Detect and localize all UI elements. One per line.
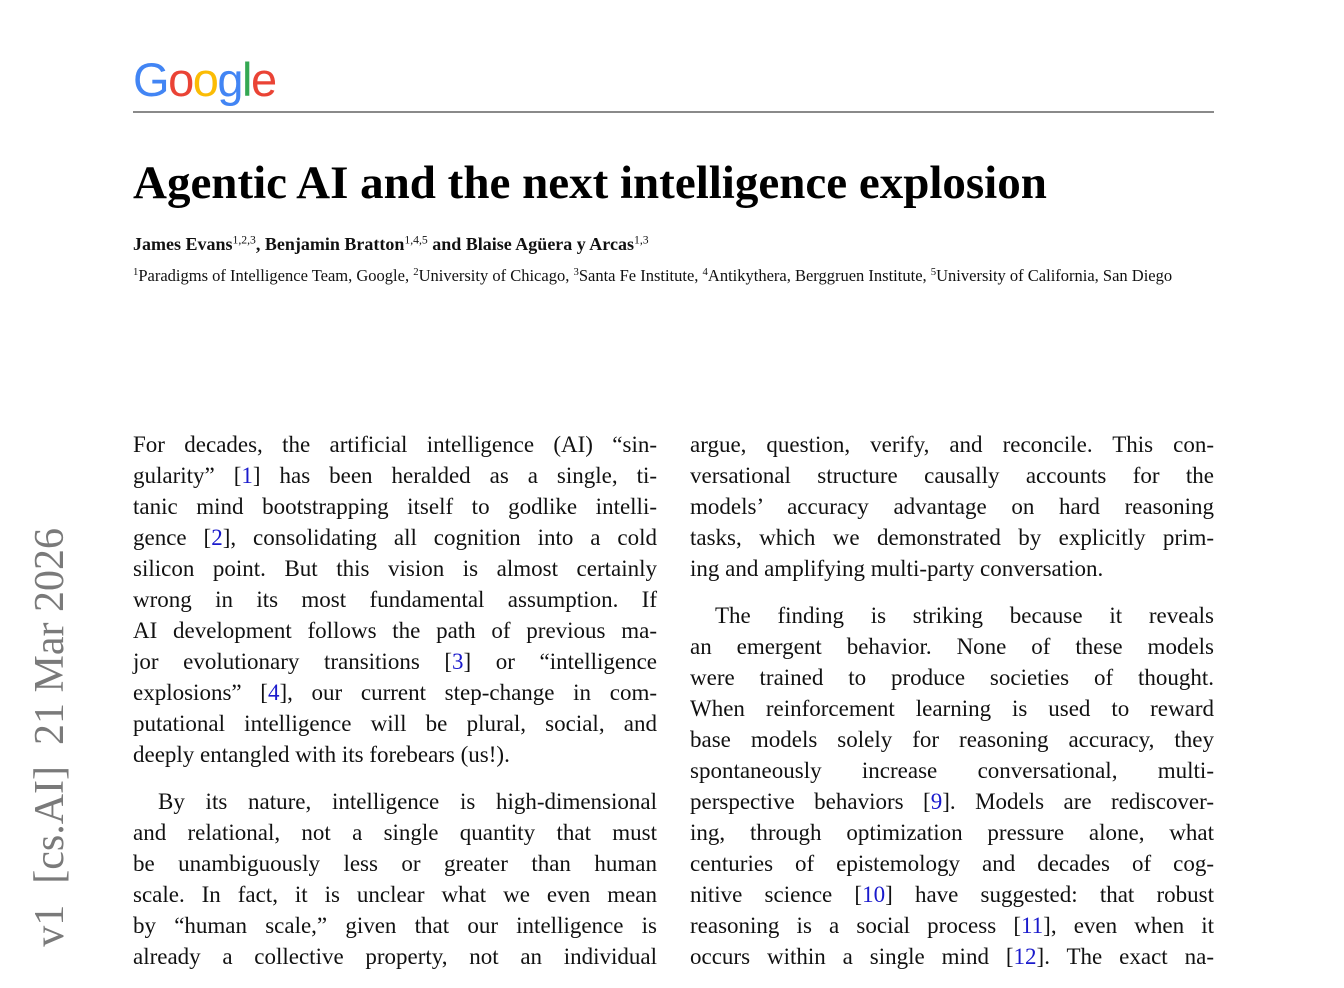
citation-link[interactable]: 12 [1013,944,1037,969]
citation-link[interactable]: 4 [267,680,280,705]
right-column [690,429,1214,988]
logo-letter: o [168,53,193,106]
text-line: nitive science [10] have suggested: that robust [690,882,1214,907]
text-line: tasks, which we demonstrated by explicitly prim- [690,525,1214,550]
logo-letter: l [241,53,251,106]
text-line: The finding is striking because it reveals [715,603,1214,628]
text-line: deeply entangled with its forebears (us!). [133,742,510,767]
text-line: wrong in its most fundamental assumption. If [133,587,657,612]
affiliation-name: University of California, San Diego [936,266,1173,285]
author-affiliation-marks: 1,2,3 [232,233,256,247]
text-line: already a collective property, not an individual [133,944,657,969]
text-line: be unambiguously less or greater than human [133,851,657,876]
google-logo [133,52,276,108]
paragraph [690,600,1214,972]
text-line: were trained to produce societies of thought. [690,665,1214,690]
affiliation-number: 2 [413,266,419,279]
arxiv-sidebar-stamp: v1 [cs.AI] 21 Mar 2026 [27,528,73,947]
citation-link[interactable]: 3 [452,649,464,674]
paragraph [133,786,657,972]
citation-link[interactable]: 10 [862,882,886,907]
logo-letter: G [133,53,169,106]
text-line: explosions” [4], our current step-change in com- [133,680,657,705]
header-rule [133,111,1214,113]
logo-letter: o [192,53,218,106]
text-line: base models solely for reasoning accuracy, they [690,727,1214,752]
text-line: models’ accuracy advantage on hard reasoning [690,494,1214,519]
affiliation-name: Paradigms of Intelligence Team, Google, [138,266,414,285]
author-affiliation-marks: 1,3 [633,233,649,247]
text-line: ing, through optimization pressure alone, what [690,820,1214,845]
text-line: reasoning is a social process [11], even when it [690,913,1215,938]
text-line: putational intelligence will be plural, social, and [133,711,657,736]
affiliations [133,264,1193,287]
affiliation-name: University of Chicago, [418,266,574,285]
author-name: Blaise Agüera y Arcas [465,234,634,254]
citation-link[interactable]: 11 [1020,913,1044,938]
text-line: and relational, not a single quantity that must [133,820,657,845]
text-line: AI development follows the path of previous ma- [133,618,657,643]
affiliation-name: Santa Fe Institute, [578,266,703,285]
text-line: ing and amplifying multi-party conversation. [690,556,1104,581]
author-separator: , [255,234,265,254]
logo-letter: g [217,53,242,106]
affiliation-number: 5 [930,266,937,279]
text-line: occurs within a single mind [12]. The exact na- [690,944,1214,969]
text-line: by “human scale,” given that our intelligence is [133,913,657,938]
text-line: gularity” [1] has been heralded as a single, ti- [133,463,658,488]
text-line: argue, question, verify, and reconcile. This con- [690,432,1214,457]
text-line: When reinforcement learning is used to reward [690,696,1214,721]
text-line: silicon point. But this vision is almost certainly [133,556,657,581]
text-line: perspective behaviors [9]. Models are rediscover- [690,789,1214,814]
author-list [133,234,649,255]
text-line: By its nature, intelligence is high-dimensional [158,789,657,814]
citation-link[interactable]: 1 [241,463,253,488]
author-name: James Evans [133,234,233,254]
text-line: an emergent behavior. None of these models [690,634,1214,659]
text-line: For decades, the artificial intelligence (AI) “sin- [133,432,657,457]
affiliation-number: 4 [702,266,708,279]
author-name: Benjamin Bratton [264,234,405,254]
affiliation-number: 3 [573,266,579,279]
author-affiliation-marks: 1,4,5 [404,233,428,247]
text-line: gence [2], consolidating all cognition into a cold [133,525,657,550]
left-column [133,429,657,988]
text-line: scale. In fact, it is unclear what we even mean [133,882,657,907]
logo-letter: e [250,53,276,106]
citation-link[interactable]: 2 [211,525,223,550]
affiliation-name: Antikythera, Berggruen Institute, [707,266,931,285]
paragraph [690,429,1214,584]
text-line: spontaneously increase conversational, multi- [690,758,1214,783]
text-line: jor evolutionary transitions [3] or “intelligence [133,649,657,674]
citation-link[interactable]: 9 [930,789,943,814]
affiliation-number: 1 [133,266,139,279]
text-line: centuries of epistemology and decades of cog- [690,851,1214,876]
paragraph [133,429,657,770]
paper-title: Agentic AI and the next intelligence explosion [133,157,1047,209]
author-separator: and [427,234,466,254]
text-line: versational structure causally accounts for the [690,463,1214,488]
text-line: tanic mind bootstrapping itself to godlike intelli- [133,494,657,519]
